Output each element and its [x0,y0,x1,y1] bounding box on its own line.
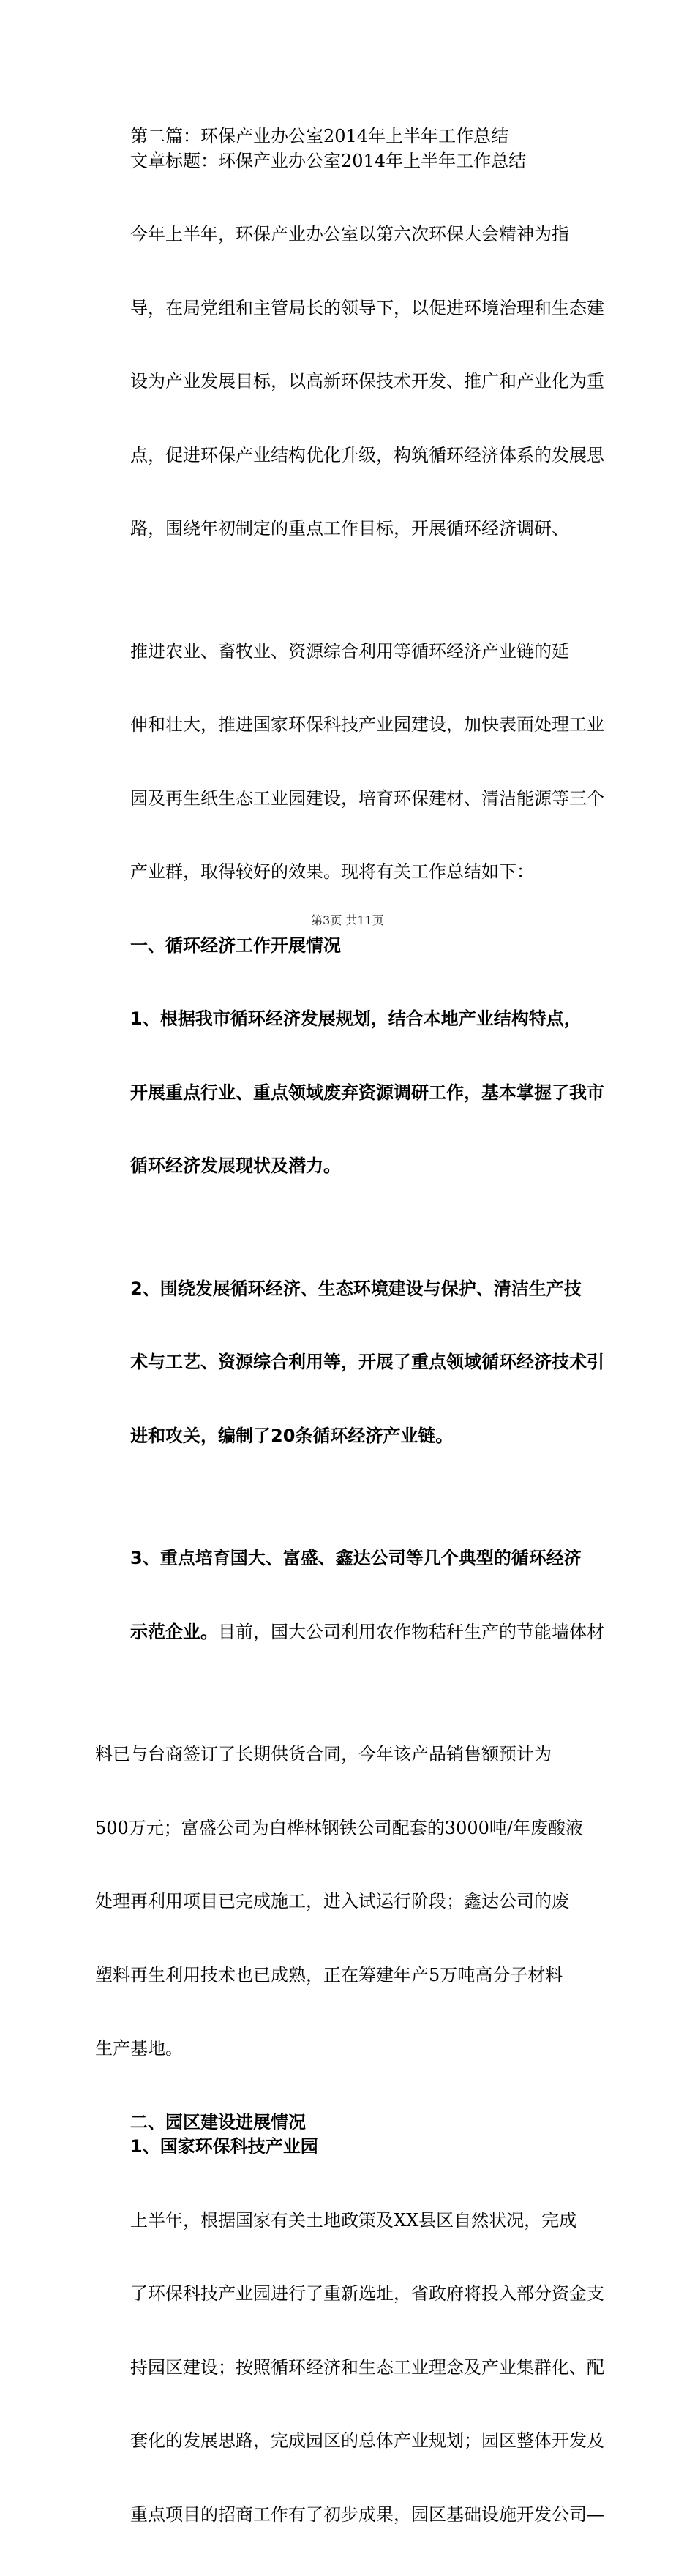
page-footer [0,911,695,928]
paragraph-item-3-continued [95,1693,607,2111]
paragraph-item-1 [95,958,607,1228]
text-line: 伸和壮大，推进国家环保科技产业园建设，加快表面处理工业 [95,713,607,738]
text-line: 2、围绕发展循环经济、生态环境建设与保护、清洁生产技 [95,1277,607,1302]
paragraph-article-title [95,149,607,174]
text-line: 路，围绕年初制定的重点工作目标，开展循环经济调研、 [95,517,607,542]
text-line: 一、循环经济工作开展情况 [95,934,607,959]
text-line: 术与工艺、资源综合利用等，开展了重点领域循环经济技术引 [95,1350,607,1375]
text-line: 开展重点行业、重点领域废弃资源调研工作，基本掌握了我市 [95,1081,607,1106]
text-line: 园及再生纸生态工业园建设，培育环保建材、清洁能源等三个 [95,787,607,812]
text-line: 循环经济发展现状及潜力。 [95,1154,607,1179]
text-line: 产业群，取得较好的效果。现将有关工作总结如下： [95,860,607,885]
paragraph-item-3 [95,1497,607,1693]
text-line: 二、园区建设进展情况 [95,2111,607,2135]
section-heading-1 [95,934,607,959]
text-line: 处理再利用项目已完成施工，进入试运行阶段；鑫达公司的废 [95,1890,607,1914]
paragraph-intro-continued [95,591,607,934]
text-regular-part: 目前，国大公司利用农作物秸秆生产的节能墙体材 [218,1622,604,1642]
text-line: 导，在局党组和主管局长的领导下，以促进环境治理和生态建 [95,296,607,321]
paragraph-park [95,2160,607,2576]
paragraph-heading-1 [95,124,607,149]
text-line: 今年上半年，环保产业办公室以第六次环保大会精神为指 [95,222,607,247]
text-line: 上半年，根据国家有关土地政策及XX县区自然状况，完成 [95,2209,607,2234]
text-line: 推进农业、畜牧业、资源综合利用等循环经济产业链的延 [95,640,607,664]
section-heading-2 [95,2111,607,2135]
text-line: 设为产业发展目标，以高新环保技术开发、推广和产业化为重 [95,370,607,394]
text-line: 500万元；富盛公司为白桦林钢铁公司配套的3000吨/年废酸液 [95,1816,607,1841]
text-line: 点，促进环保产业结构优化升级，构筑循环经济体系的发展思 [95,443,607,468]
text-line: 进和攻关，编制了20条循环经济产业链。 [95,1424,607,1449]
text-line-mixed [95,1620,607,1645]
text-line: 持园区建设；按照循环经济和生态工业理念及产业集群化、配 [95,2356,607,2381]
text-line: 1、根据我市循环经济发展规划，结合本地产业结构特点， [95,1007,607,1032]
text-line: 生产基地。 [95,2037,607,2062]
text-line: 塑料再生利用技术也已成熟，正在筹建年产5万吨高分子材料 [95,1963,607,1988]
paragraph-item-2 [95,1228,607,1498]
text-line: 了环保科技产业园进行了重新选址，省政府将投入部分资金支 [95,2282,607,2307]
text-line: 第二篇：环保产业办公室2014年上半年工作总结 [95,124,607,149]
text-line: 文章标题：环保产业办公室2014年上半年工作总结 [95,149,607,174]
subsection-heading-1 [95,2135,607,2160]
text-line: 料已与台商签订了长期供货合同，今年该产品销售额预计为 [95,1742,607,1767]
text-line: 1、国家环保科技产业园 [95,2135,607,2160]
text-line: 套化的发展思路，完成园区的总体产业规划；园区整体开发及 [95,2429,607,2454]
document-body [95,124,607,2576]
text-line: 重点项目的招商工作有了初步成果，园区基础设施开发公司— [95,2503,607,2528]
text-line: 3、重点培育国大、富盛、鑫达公司等几个典型的循环经济 [95,1546,607,1571]
paragraph-intro [95,173,607,591]
page-number: 第3页 共11页 [311,913,384,927]
text-bold-part: 示范企业。 [130,1622,218,1642]
